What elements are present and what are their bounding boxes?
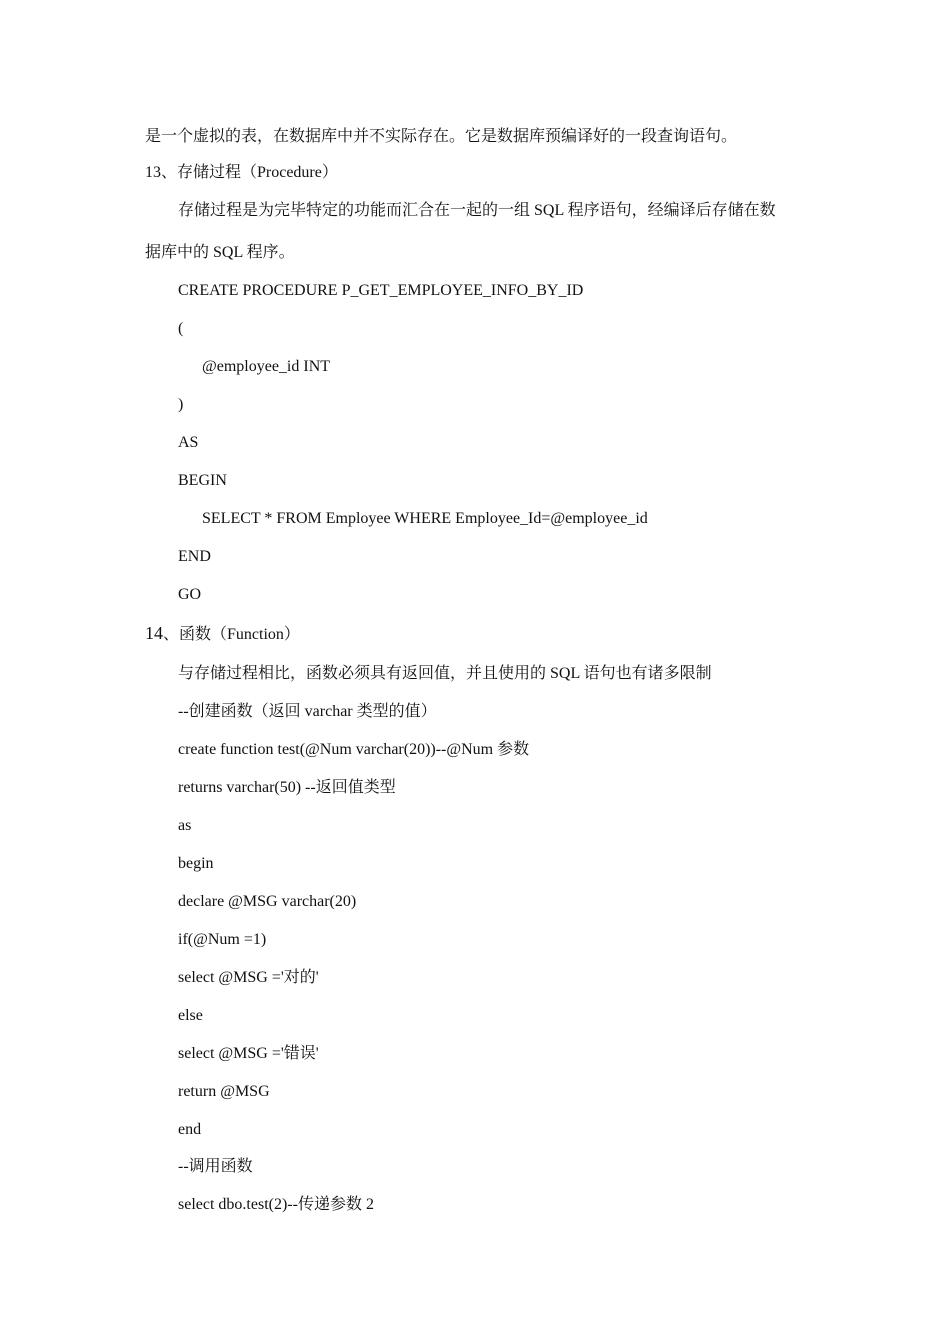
procedure-code-line: ( (178, 320, 184, 337)
function-code-line: begin (178, 855, 214, 872)
section-14-heading-title: 、函数（Function） (163, 626, 300, 643)
function-code-line: create function test(@Num varchar(20))--@Num 参数 (178, 741, 530, 758)
function-code-line: --创建函数（返回 varchar 类型的值） (178, 703, 437, 720)
section-13-heading: 13、存储过程（Procedure） (145, 164, 338, 181)
procedure-code-line: SELECT * FROM Employee WHERE Employee_Id=@employee_id (202, 510, 648, 527)
section-13-description-line-2: 据库中的 SQL 程序。 (145, 244, 295, 261)
function-code-line: if(@Num =1) (178, 931, 267, 948)
function-code-line: select @MSG ='对的' (178, 969, 319, 986)
section-14-heading-number: 14 (145, 623, 163, 643)
section-13-description-line-1: 存储过程是为完毕特定的功能而汇合在一起的一组 SQL 程序语句，经编译后存储在数 (178, 202, 776, 219)
function-code-line: returns varchar(50) --返回值类型 (178, 779, 396, 796)
procedure-code-line: END (178, 548, 211, 565)
procedure-code-line: GO (178, 586, 202, 603)
section-14-description: 与存储过程相比，函数必须具有返回值，并且使用的 SQL 语句也有诸多限制 (178, 665, 712, 682)
function-code-line: declare @MSG varchar(20) (178, 893, 357, 910)
function-code-line: as (178, 817, 192, 834)
function-code-line: return @MSG (178, 1083, 270, 1100)
procedure-code-line: AS (178, 434, 199, 451)
procedure-code-line: BEGIN (178, 472, 227, 489)
function-code-line: else (178, 1007, 203, 1024)
intro-continuation-text: 是一个虚拟的表，在数据库中并不实际存在。它是数据库预编译好的一段查询语句。 (145, 128, 738, 145)
procedure-code-line: @employee_id INT (202, 358, 331, 375)
function-code-line: select dbo.test(2)--传递参数 2 (178, 1196, 374, 1213)
procedure-code-line: CREATE PROCEDURE P_GET_EMPLOYEE_INFO_BY_ID (178, 282, 584, 299)
section-14-heading (145, 623, 300, 645)
function-code-line: select @MSG ='错误' (178, 1045, 319, 1062)
procedure-code-line: ) (178, 396, 184, 413)
function-code-line: --调用函数 (178, 1158, 253, 1175)
function-code-line: end (178, 1121, 202, 1138)
